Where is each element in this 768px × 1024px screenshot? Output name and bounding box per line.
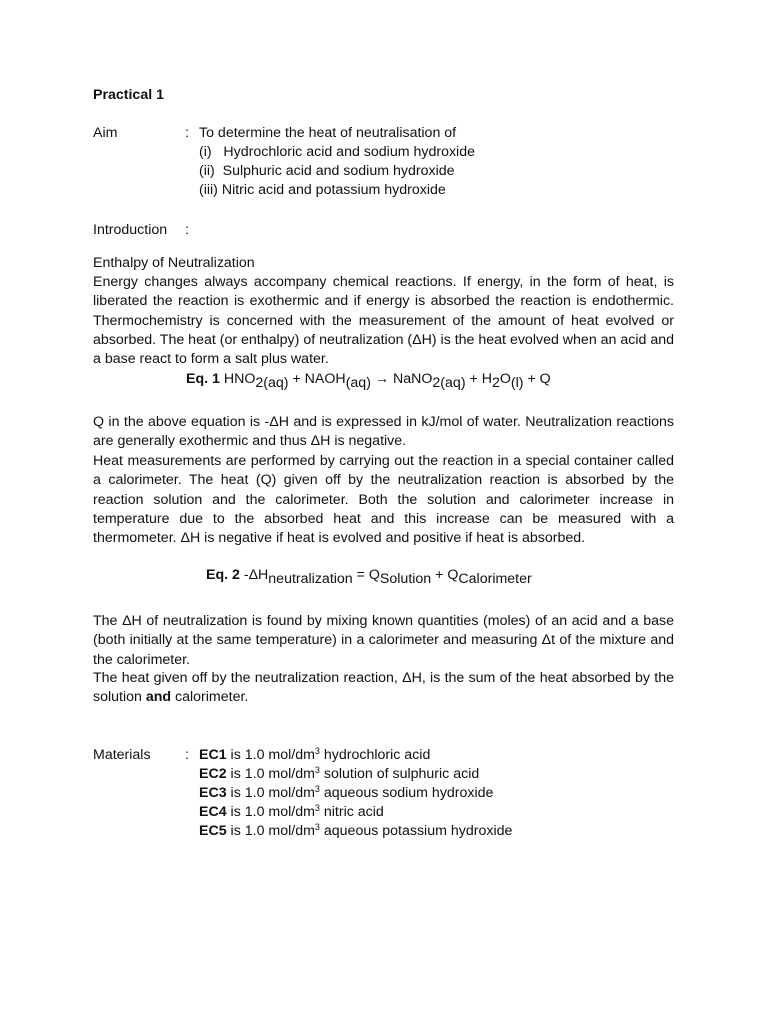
- paragraph-3-text: Heat measurements are performed by carrying out the reaction in a special container called a calorimeter. The heat (Q) given off by the neutralization reaction is absorbed by the reaction solution and the calorimeter. Both the solution and calorimeter increase in temperature due to the absorbed heat and this increase can be measured with a thermometer. ΔH is negative if heat is evolved and positive if heat is absorbed.: [93, 453, 674, 547]
- material-description: aqueous potassium hydroxide: [319, 823, 513, 839]
- material-description: aqueous sodium hydroxide: [319, 785, 494, 801]
- aim-colon: :: [185, 125, 189, 141]
- material-description: hydrochloric acid: [319, 747, 431, 763]
- paragraph-q-equation: [93, 413, 674, 452]
- material-code: EC3: [199, 785, 227, 801]
- eq1-term: + NAOH: [288, 371, 346, 387]
- material-code: EC5: [199, 823, 227, 839]
- eq2-term: -ΔH: [239, 567, 269, 583]
- material-concentration: is 1.0 mol/dm: [226, 804, 315, 820]
- material-item-ec5: [199, 822, 512, 841]
- paragraph-delta-h: [93, 612, 674, 670]
- aim-text: To determine the heat of neutralisation of: [199, 125, 457, 141]
- materials-colon: :: [185, 747, 189, 763]
- aim-item-1: (i) Hydrochloric acid and sodium hydroxide: [199, 144, 475, 160]
- aim-item-2: (ii) Sulphuric acid and sodium hydroxide: [199, 163, 455, 179]
- eq1-term: + H: [465, 371, 492, 387]
- eq2-subscript: Solution: [379, 571, 432, 587]
- eq1-term: → NaNO: [370, 371, 433, 387]
- eq1-subscript: 2: [491, 375, 500, 391]
- material-description: nitric acid: [319, 804, 384, 820]
- eq2-term: + Q: [431, 567, 459, 583]
- paragraph-5-before: The heat given off by the neutralization reaction, ΔH, is the sum of the heat absorbed by the solution: [93, 670, 674, 706]
- eq1-term: + Q: [523, 371, 551, 387]
- eq1-subscript: 2(aq): [255, 375, 289, 391]
- paragraph-1-text: Energy changes always accompany chemical reactions. If energy, in the form of heat, is liberated the reaction is exothermic and if energy is absorbed the reaction is endothermic. Thermochemistry is concerned with the measurement of the amount of heat evolved or absorbed. The heat (or enthalpy) of neutralization (ΔH) is the heat evolved when an acid and a base react to form a salt plus water.: [93, 274, 675, 368]
- page-title: Practical 1: [93, 87, 164, 103]
- paragraph-5-after: calorimeter.: [171, 689, 249, 706]
- material-item-ec4: [199, 803, 384, 822]
- material-code: EC2: [199, 766, 227, 782]
- paragraph-heat-measurements: [93, 452, 674, 548]
- material-item-ec2: [199, 765, 479, 784]
- paragraph-4-text: The ΔH of neutralization is found by mixing known quantities (moles) of an acid and a base (both initially at the same temperature) in a calorimeter and measuring Δt of the mixture and the calorimeter.: [93, 613, 674, 668]
- material-item-ec1: [199, 746, 430, 765]
- paragraph-5-bold: and: [145, 689, 172, 706]
- eq1-term: O: [499, 371, 511, 387]
- equation-2: [206, 567, 532, 587]
- material-description: solution of sulphuric acid: [319, 766, 480, 782]
- eq1-subscript: (aq): [345, 375, 371, 391]
- materials-label: Materials: [93, 747, 151, 763]
- eq2-term: = Q: [352, 567, 380, 583]
- eq1-term: HNO: [223, 371, 256, 387]
- introduction-colon: :: [185, 222, 189, 238]
- material-concentration: is 1.0 mol/dm: [226, 823, 315, 839]
- material-concentration: is 1.0 mol/dm: [226, 766, 315, 782]
- material-superscript: 3: [314, 822, 320, 832]
- introduction-label: Introduction: [93, 222, 168, 238]
- material-concentration: is 1.0 mol/dm: [226, 747, 315, 763]
- material-superscript: 3: [314, 784, 320, 794]
- eq2-subscript: neutralization: [268, 571, 353, 587]
- eq2-label: Eq. 2: [206, 567, 240, 583]
- material-code: EC1: [199, 747, 227, 763]
- material-code: EC4: [199, 804, 227, 820]
- material-item-ec3: [199, 784, 493, 803]
- aim-item-3: (iii) Nitric acid and potassium hydroxide: [199, 182, 446, 198]
- paragraph-5-text: [93, 669, 674, 708]
- paragraph-2-text: Q in the above equation is -ΔH and is expressed in kJ/mol of water. Neutralization reactions are generally exothermic and thus ΔH is negative.: [93, 414, 674, 450]
- material-superscript: 3: [314, 746, 320, 756]
- material-superscript: 3: [314, 765, 320, 775]
- eq1-subscript: (l): [510, 375, 524, 391]
- material-concentration: is 1.0 mol/dm: [226, 785, 315, 801]
- paragraph-heat-given-off: [93, 669, 674, 708]
- material-superscript: 3: [314, 803, 320, 813]
- aim-label: Aim: [93, 125, 118, 141]
- eq1-subscript: 2(aq): [432, 375, 466, 391]
- paragraph-energy-changes: [93, 273, 674, 369]
- equation-1: [186, 371, 551, 391]
- eq1-label: Eq. 1: [186, 371, 220, 387]
- enthalpy-heading: Enthalpy of Neutralization: [93, 255, 255, 271]
- eq2-subscript: Calorimeter: [458, 571, 532, 587]
